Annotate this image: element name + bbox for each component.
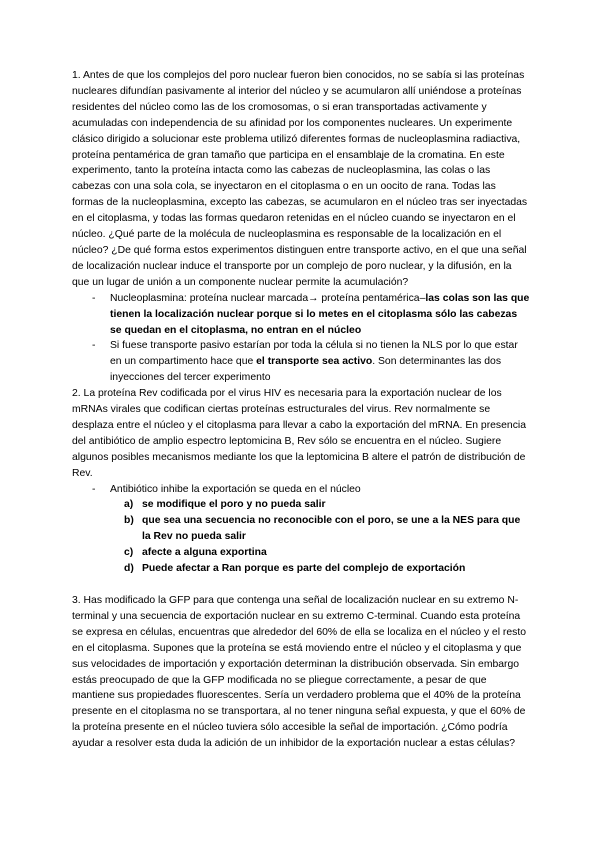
answer-1b-tail: . Son determinantes las dos inyecciones del tercer experimento (110, 356, 502, 384)
answer-1b (92, 338, 530, 386)
answer-1a (92, 291, 530, 339)
option-marker: d) (124, 563, 134, 575)
option-text: se modifique el poro y no pueda salir (142, 499, 326, 511)
option-marker: a) (124, 499, 134, 511)
question-3: 3. Has modificado la GFP para que contenga una señal de localización nuclear en su extremo N-terminal y una secuencia de exportación nuclear en su extremo C-terminal. Cuando esta proteína se expresa en células, encuentras que alrededor del 60% de ella se localiza en el núcleo y el resto en el citoplasma. Supones que la proteína se está moviendo entre el núcleo y el citoplasma y que sus velocidades de importación y exportación determinan la distribución observada. Sin embargo estás preocupado de que la GFP modificada no se pliegue correctamente, a pesar de que mantiene sus propiedades fluorescentes. Sería un verdadero problema que el 40% de la proteína presente en el citoplasma no se transportara, al no tener ninguna señal expuesta, y que el 60% de la proteína presente en el núcleo tuviera sólo accesible la señal de importación. ¿Cómo podría ayudar a resolver esta duda la adición de un inhibidor de la exportación nuclear a estas células? (72, 595, 527, 750)
answer-list-1 (72, 291, 530, 386)
list-item (72, 338, 530, 386)
option-d (72, 561, 530, 577)
option-a (72, 497, 530, 513)
option-marker: c) (124, 547, 134, 559)
document-page (72, 68, 530, 752)
answer-1a-plain: Nucleoplasmina: proteína nuclear marcada→ proteína pentamérica– (110, 292, 426, 304)
answer-list-2 (72, 482, 530, 498)
option-text: Puede afectar a Ran porque es parte del complejo de exportación (142, 563, 466, 575)
option-b (72, 513, 530, 545)
option-marker: b) (124, 515, 134, 527)
answer-1a-bold: las colas son las que tienen la localización nuclear porque si lo metes en el citoplasma sólo las cabezas se quedan en el citoplasma, no entran en el núcleo (110, 292, 530, 336)
answer-1b-bold: el transporte sea activo (256, 356, 373, 368)
option-text: afecte a alguna exportina (142, 547, 267, 559)
list-item (72, 291, 530, 339)
answer-2: - Antibiótico inhibe la exportación se queda en el núcleo (110, 483, 361, 495)
question-1: 1. Antes de que los complejos del poro nuclear fueron bien conocidos, no se sabía si las proteínas nucleares difundían pasivamente al interior del núcleo y se acumularon allí uniéndose a proteínas residentes del núcleo como las de los cromosomas, o si eran transportadas activamente y acumuladas con independencia de su afinidad por los componentes nucleares. Un experimente clásico dirigido a solucionar este problema utilizó diferentes formas de nucleoplasmina radiactiva, proteína pentamérica de gran tamaño que participa en el ensamblaje de la cromatina. En este experimento, tanto la proteína intacta como las cabezas de nucleoplasmina, las colas o las cabezas con una sola cola, se inyectaron en el citoplasma o en un oocito de rana. Todas las formas de la nucleoplasmina, excepto las cabezas, se acumularon en el núcleo tras ser inyectadas en el citoplasma, y todas las formas quedaron retenidas en el núcleo cuando se inyectaron en el núcleo. ¿Qué parte de la molécula de nucleoplasmina es responsable de la localización en el núcleo? ¿De qué forma estos experimentos distinguen entre transporte activo, en el que una señal de localización nuclear induce el transporte por un complejo de poro nuclear, y la difusión, en la que un lugar de unión a un componente nuclear permite la acumulación? (72, 70, 528, 288)
option-text: que sea una secuencia no reconocible con el poro, se une a la NES para que la Rev no pueda salir (142, 515, 521, 543)
question-2: 2. La proteína Rev codificada por el virus HIV es necesaria para la exportación nuclear de los mRNAs virales que codifican ciertas proteínas estructurales del virus. Rev normalmente se desplaza entre el núcleo y el citoplasma para llevar a cabo la exportación del mRNA. En presencia del antibiótico de amplio espectro leptomicina B, Rev sólo se encuentra en el núcleo. Sugiere algunos posibles mecanismos mediante los que la leptomicina B altere el patrón de distribución de Rev. (72, 388, 526, 479)
options-list (72, 497, 530, 577)
option-c (72, 545, 530, 561)
answer-1b-plain: Si fuese transporte pasivo estarían por toda la célula si no tienen la NLS por lo que estar en un compartimento hace que (110, 340, 518, 368)
list-item (72, 482, 530, 498)
